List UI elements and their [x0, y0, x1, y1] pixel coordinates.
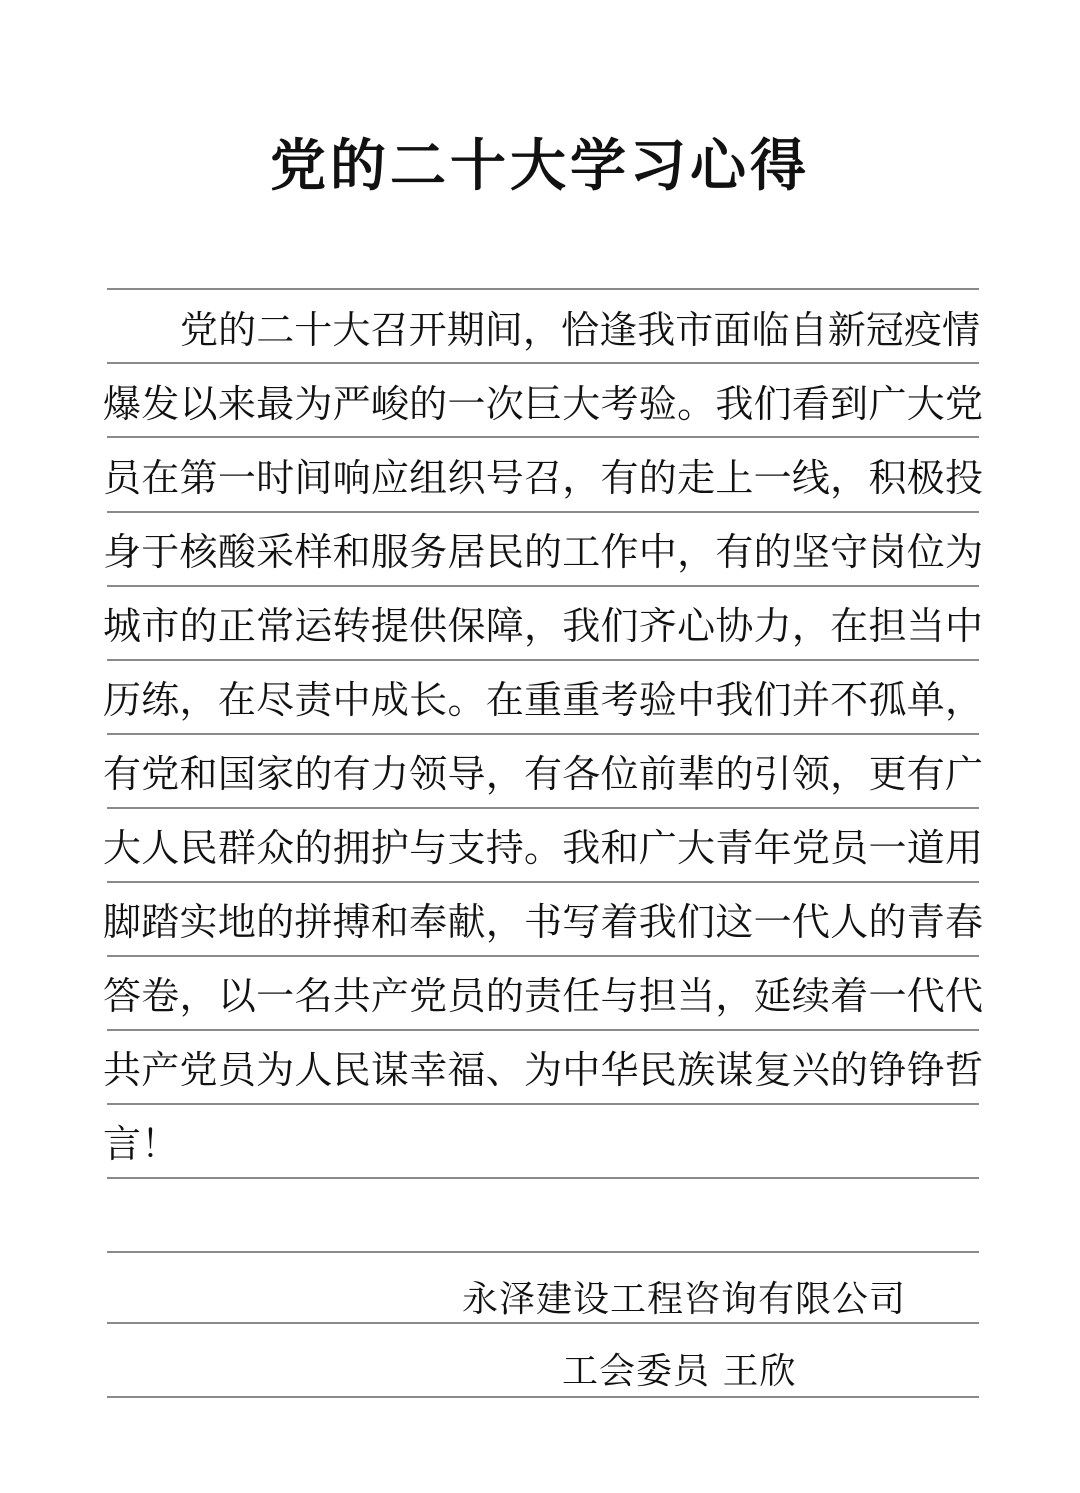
ruled-line — [107, 362, 979, 364]
body-text-line: 答卷，以一名共产党员的责任与担当，延续着一代代 — [103, 974, 983, 1018]
body-text-line: 言！ — [103, 1122, 180, 1166]
ruled-line — [107, 659, 979, 661]
ruled-line — [107, 511, 979, 513]
body-text-line: 大人民群众的拥护与支持。我和广大青年党员一道用 — [103, 826, 983, 870]
ruled-line — [107, 881, 979, 883]
signature-company: 永泽建设工程咨询有限公司 — [462, 1279, 907, 1320]
body-text-line: 脚踏实地的拼搏和奉献，书写着我们这一代人的青春 — [103, 900, 983, 944]
body-text-line: 爆发以来最为严峻的一次巨大考验。我们看到广大党 — [103, 382, 983, 426]
ruled-line — [107, 1396, 979, 1398]
ruled-line — [107, 955, 979, 957]
body-text-line: 有党和国家的有力领导，有各位前辈的引领，更有广 — [103, 752, 983, 796]
page-title: 党的二十大学习心得 — [270, 133, 810, 199]
body-text-line: 身于核酸采样和服务居民的工作中，有的坚守岗位为 — [103, 530, 983, 574]
body-text-line: 城市的正常运转提供保障，我们齐心协力，在担当中 — [103, 604, 983, 648]
ruled-line — [107, 585, 979, 587]
signature-person: 工会委员 王欣 — [562, 1351, 797, 1392]
ruled-line — [107, 1029, 979, 1031]
ruled-line — [107, 1251, 979, 1253]
ruled-line — [107, 1177, 979, 1179]
ruled-line — [107, 436, 979, 438]
ruled-line — [107, 807, 979, 809]
body-text-line: 共产党员为人民谋幸福、为中华民族谋复兴的铮铮哲 — [103, 1048, 983, 1092]
ruled-line — [107, 288, 979, 290]
ruled-line — [107, 1103, 979, 1105]
body-text-line: 员在第一时间响应组织号召，有的走上一线，积极投 — [103, 456, 983, 500]
body-text-line: 历练，在尽责中成长。在重重考验中我们并不孤单， — [103, 678, 983, 722]
ruled-line — [107, 733, 979, 735]
body-text-line: 党的二十大召开期间，恰逢我市面临自新冠疫情 — [180, 308, 980, 352]
